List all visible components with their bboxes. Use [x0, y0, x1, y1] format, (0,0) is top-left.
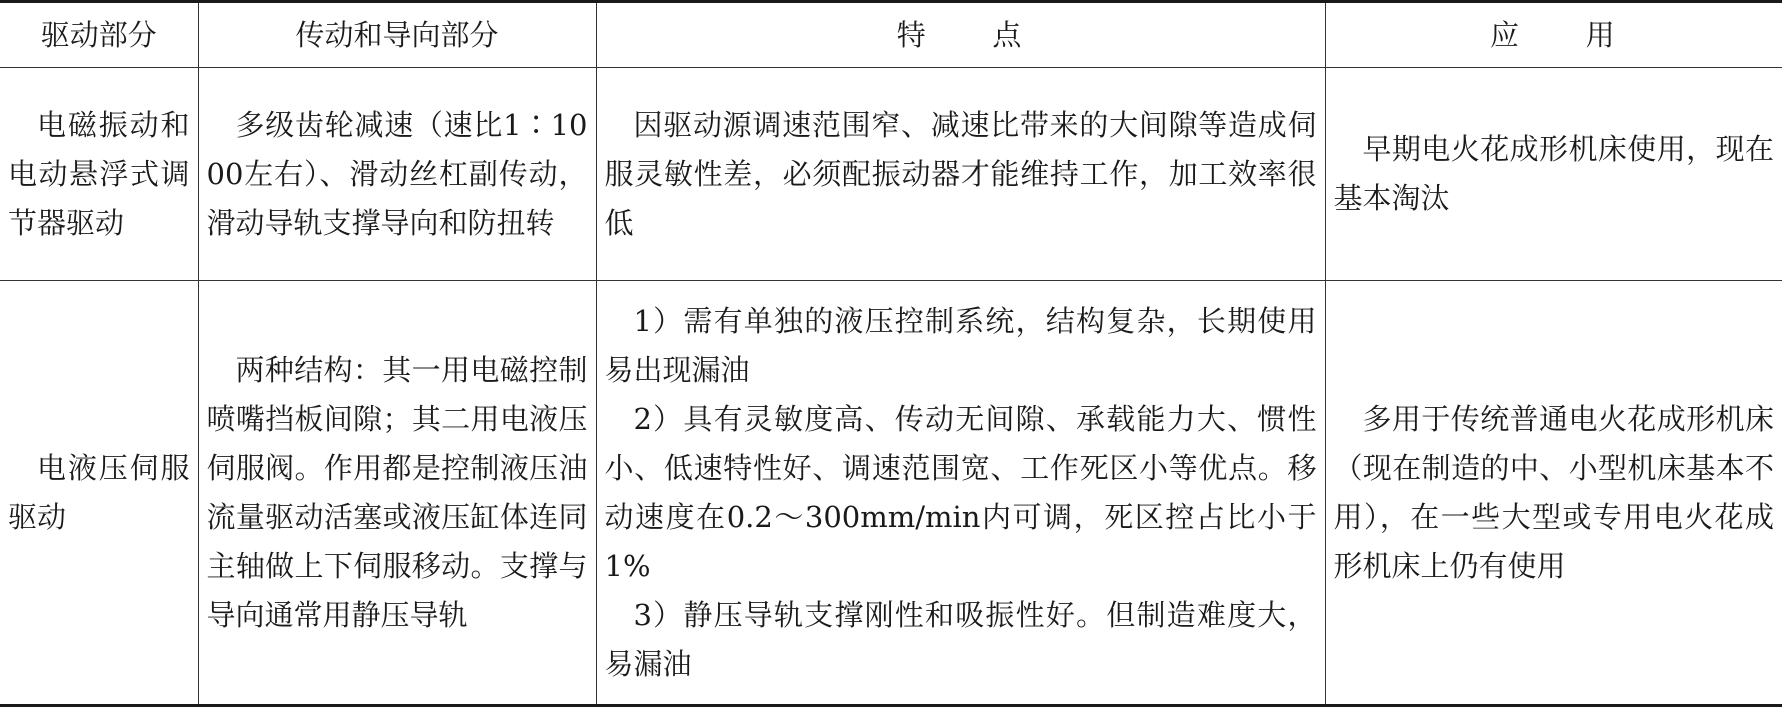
- table: [0, 3, 1782, 704]
- table-row: [0, 281, 1782, 704]
- header-drive: 驱动部分: [0, 3, 198, 68]
- cell-text: 两种结构：其一用电磁控制喷嘴挡板间隙；其二用电液压伺服阀。作用都是控制液压油流量驱动活塞或液压缸体连同主轴做上下伺服移动。支撑与导向通常用静压导轨: [206, 352, 588, 632]
- feature-item: 因驱动源调速范围窄、减速比带来的大间隙等造成伺服灵敏性差，必须配振动器才能维持工作，加工效率很低: [604, 107, 1317, 240]
- feature-item: 1）需有单独的液压控制系统，结构复杂，长期使用易出现漏油: [604, 303, 1317, 387]
- feature-item: 3）静压导轨支撑刚性和吸振性好。但制造难度大，易漏油: [604, 597, 1317, 681]
- cell-transmission: [198, 68, 596, 281]
- cell-text: 多级齿轮减速（速比1∶1000左右）、滑动丝杠副传动，滑动导轨支撑导向和防扭转: [206, 107, 588, 240]
- header-transmission: 传动和导向部分: [198, 3, 596, 68]
- feature-item: 2）具有灵敏度高、传动无间隙、承载能力大、惯性小、低速特性好、调速范围宽、工作死区小等优点。移动速度在0.2～300mm/min内可调，死区控占比小于1%: [604, 401, 1317, 583]
- header-application: 应 用: [1325, 3, 1782, 68]
- cell-drive: [0, 68, 198, 281]
- header-features: 特 点: [596, 3, 1325, 68]
- table-row: [0, 68, 1782, 281]
- cell-transmission: [198, 281, 596, 704]
- cell-application: [1325, 68, 1782, 281]
- cell-features: [596, 281, 1325, 704]
- header-row: [0, 3, 1782, 68]
- cell-features: [596, 68, 1325, 281]
- cell-text: 多用于传统普通电火花成形机床（现在制造的中、小型机床基本不用），在一些大型或专用电火花成形机床上仍有使用: [1333, 401, 1774, 583]
- cell-text: 电液压伺服驱动: [8, 450, 190, 534]
- cell-text: 电磁振动和电动悬浮式调节器驱动: [8, 107, 190, 240]
- cell-drive: [0, 281, 198, 704]
- table-header: [0, 3, 1782, 68]
- table-body: [0, 68, 1782, 705]
- cell-text: 早期电火花成形机床使用，现在基本淘汰: [1333, 132, 1774, 216]
- cell-application: [1325, 281, 1782, 704]
